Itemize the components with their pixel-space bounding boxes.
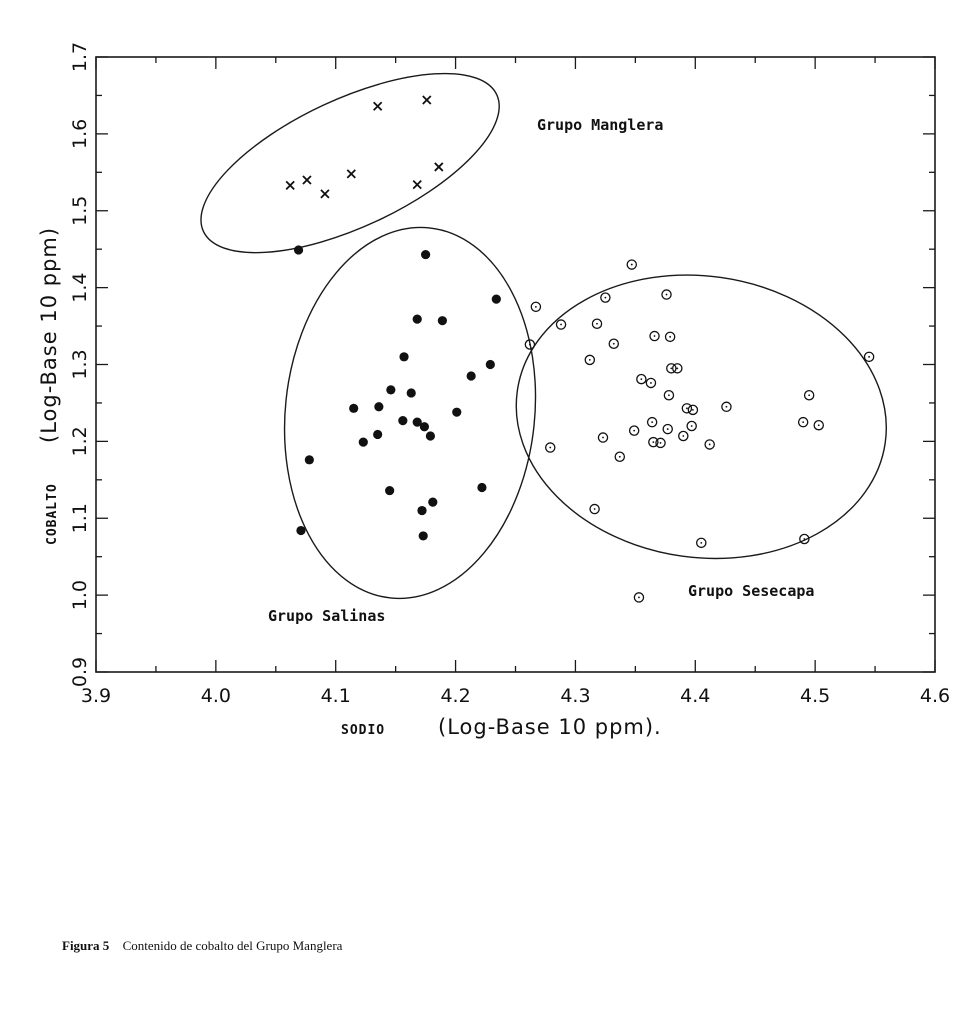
point-open-circle: [805, 391, 814, 400]
point-open-circle: [663, 424, 672, 433]
x-tick-label: 3.9: [80, 685, 112, 707]
label-grupo-manglera: Grupo Manglera: [537, 116, 664, 134]
y-tick-label: 1.7: [69, 41, 91, 73]
point-filled-circle: [349, 404, 358, 413]
point-open-circle: [662, 290, 671, 299]
point-x-marker: [374, 102, 382, 110]
point-filled-circle: [399, 352, 408, 361]
point-x-marker: [413, 181, 421, 189]
y-tick-label: 0.9: [69, 656, 91, 688]
point-open-circle: [697, 538, 706, 547]
y-tick-label: 1.5: [69, 195, 91, 226]
y-axis-title: [37, 227, 61, 545]
point-x-marker: [347, 170, 355, 178]
point-open-circle: [648, 418, 657, 427]
point-filled-circle: [385, 486, 394, 495]
point-open-circle: [673, 364, 682, 373]
point-open-circle: [646, 378, 655, 387]
point-open-circle: [556, 320, 565, 329]
point-filled-circle: [296, 526, 305, 535]
point-filled-circle: [426, 431, 435, 440]
x-axis-ticks: [81, 57, 950, 707]
y-axis-title-units: (Log-Base 10 ppm): [37, 226, 61, 443]
point-x-marker: [435, 163, 443, 171]
point-open-circle: [864, 352, 873, 361]
group-ellipse-2: [498, 252, 905, 582]
y-tick-label: 1.4: [69, 272, 91, 303]
x-axis-title: [341, 715, 662, 739]
point-open-circle: [531, 302, 540, 311]
figure-caption: [62, 938, 342, 954]
figure-caption-text: Contenido de cobalto del Grupo Manglera: [122, 938, 343, 953]
point-filled-circle: [420, 422, 429, 431]
x-axis-title-bold: SODIO: [341, 723, 386, 738]
point-open-circle: [627, 260, 636, 269]
x-tick-label: 4.5: [800, 685, 831, 707]
point-open-circle: [634, 593, 643, 602]
point-filled-circle: [421, 250, 430, 259]
point-open-circle: [722, 402, 731, 411]
x-tick-label: 4.3: [560, 685, 591, 707]
plot-frame: [96, 57, 935, 672]
point-open-circle: [585, 355, 594, 364]
point-filled-circle: [398, 416, 407, 425]
y-tick-label: 1.3: [69, 349, 91, 380]
axes: [96, 57, 935, 672]
point-filled-circle: [438, 316, 447, 325]
point-x-marker: [286, 181, 294, 189]
point-open-circle: [601, 293, 610, 302]
point-open-circle: [688, 405, 697, 414]
point-open-circle: [592, 319, 601, 328]
data-points: [286, 96, 874, 602]
x-tick-label: 4.1: [320, 685, 351, 707]
x-tick-label: 4.0: [200, 685, 231, 707]
point-filled-circle: [492, 295, 501, 304]
point-filled-circle: [407, 388, 416, 397]
y-tick-label: 1.6: [69, 118, 91, 149]
group-ellipse-1: [267, 215, 554, 611]
y-axis-title-bold: COBALTO: [45, 483, 60, 545]
figure-number: Figura 5: [62, 938, 110, 953]
group-ellipse-0: [176, 37, 523, 289]
point-open-circle: [630, 426, 639, 435]
x-tick-label: 4.2: [440, 685, 471, 707]
x-tick-label: 4.4: [680, 685, 711, 707]
point-open-circle: [590, 504, 599, 513]
y-tick-label: 1.2: [69, 426, 91, 457]
point-filled-circle: [452, 408, 461, 417]
point-filled-circle: [359, 438, 368, 447]
point-open-circle: [664, 391, 673, 400]
point-filled-circle: [467, 371, 476, 380]
point-x-marker: [423, 96, 431, 104]
point-filled-circle: [373, 430, 382, 439]
point-open-circle: [666, 332, 675, 341]
point-open-circle: [679, 431, 688, 440]
point-open-circle: [637, 375, 646, 384]
point-open-circle: [814, 421, 823, 430]
point-filled-circle: [477, 483, 486, 492]
point-open-circle: [705, 440, 714, 449]
point-open-circle: [682, 404, 691, 413]
point-open-circle: [799, 418, 808, 427]
point-filled-circle: [413, 315, 422, 324]
point-filled-circle: [305, 455, 314, 464]
point-filled-circle: [419, 531, 428, 540]
point-filled-circle: [386, 385, 395, 394]
point-x-marker: [303, 176, 311, 184]
y-tick-label: 1.1: [69, 503, 91, 534]
x-tick-label: 4.6: [919, 685, 951, 707]
point-open-circle: [615, 452, 624, 461]
x-axis-title-units: (Log-Base 10 ppm).: [438, 715, 662, 739]
point-open-circle: [598, 433, 607, 442]
point-filled-circle: [294, 245, 303, 254]
point-open-circle: [546, 443, 555, 452]
point-x-marker: [321, 190, 329, 198]
point-filled-circle: [486, 360, 495, 369]
label-grupo-sesecapa: Grupo Sesecapa: [688, 582, 815, 600]
y-tick-label: 1.0: [69, 580, 91, 611]
point-filled-circle: [417, 506, 426, 515]
point-filled-circle: [374, 402, 383, 411]
point-open-circle: [609, 339, 618, 348]
label-grupo-salinas: Grupo Salinas: [268, 607, 386, 625]
point-open-circle: [650, 331, 659, 340]
point-open-circle: [687, 421, 696, 430]
point-filled-circle: [428, 498, 437, 507]
